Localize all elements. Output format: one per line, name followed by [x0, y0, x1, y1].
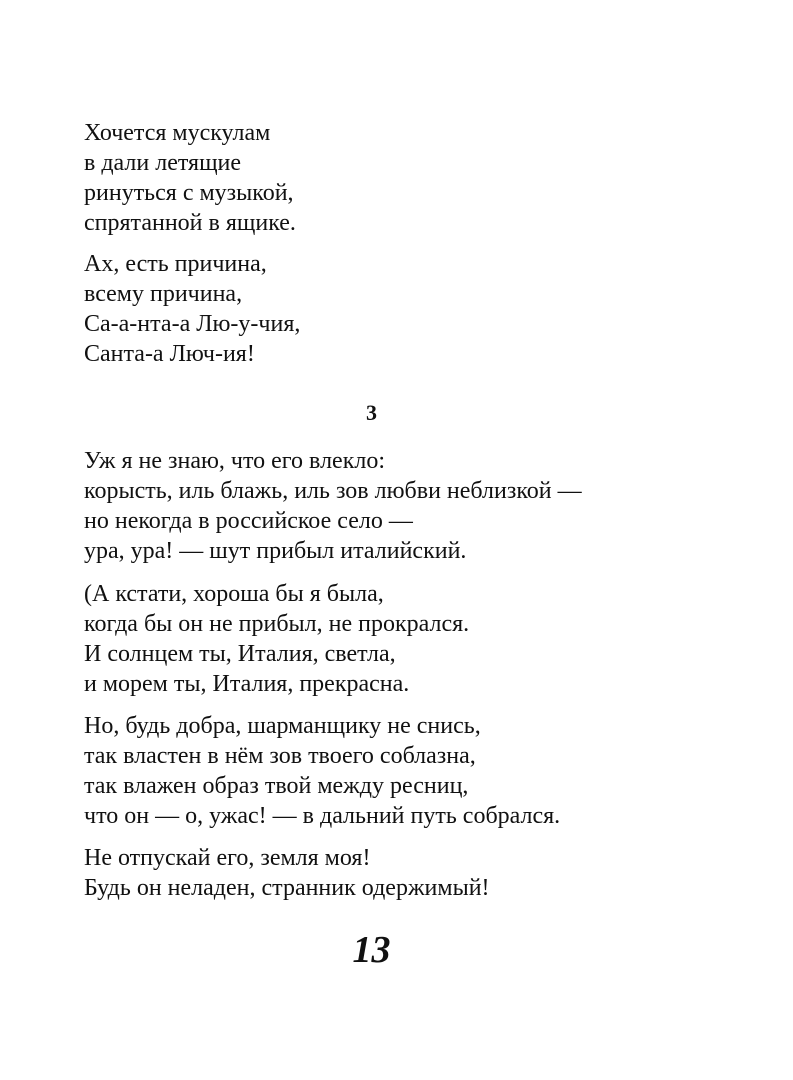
poem-line: Будь он неладен, странник одержимый! [84, 875, 490, 901]
page-number: 13 [352, 929, 391, 971]
poem-line: всему причина, [84, 281, 243, 307]
poem-line: что он — о, ужас! — в дальний путь собрался. [84, 803, 561, 829]
poem-line: и морем ты, Италия, прекрасна. [84, 671, 410, 697]
poem-line: Но, будь добра, шарманщику не снись, [84, 713, 481, 739]
stanza-6 [84, 843, 490, 903]
stanza-4 [84, 579, 469, 699]
poem-line: но некогда в российское село — [84, 508, 413, 534]
poem-line: ринуться с музыкой, [84, 180, 294, 206]
poem-line: Не отпускай его, земля моя! [84, 845, 371, 871]
stanza-5 [84, 711, 560, 831]
poem-line: когда бы он не прибыл, не прокрался. [84, 611, 470, 637]
poem-line: Са-а-нта-а Лю-у-чия, [84, 311, 301, 337]
poem-line: в дали летящие [84, 150, 242, 176]
poem-line: ура, ура! — шут прибыл италийский. [84, 538, 467, 564]
poem-line: спрятанной в ящике. [84, 210, 296, 236]
poem-line: Санта-а Люч-ия! [84, 341, 255, 367]
poem-line: Хочется мускулам [84, 120, 271, 146]
poem-line: так властен в нём зов твоего соблазна, [84, 743, 476, 769]
poem-line: И солнцем ты, Италия, светла, [84, 641, 396, 667]
section-number: 3 [366, 400, 377, 425]
poem-line: Уж я не знаю, что его влекло: [84, 448, 385, 474]
stanza-1 [84, 118, 296, 238]
stanza-2 [84, 249, 300, 369]
poem-line: (А кстати, хороша бы я была, [84, 581, 384, 607]
poem-line: Ах, есть причина, [84, 251, 267, 277]
poem-line: корысть, иль блажь, иль зов любви неблизкой — [84, 478, 582, 504]
poem-line: так влажен образ твой между ресниц, [84, 773, 469, 799]
stanza-3 [84, 446, 582, 566]
